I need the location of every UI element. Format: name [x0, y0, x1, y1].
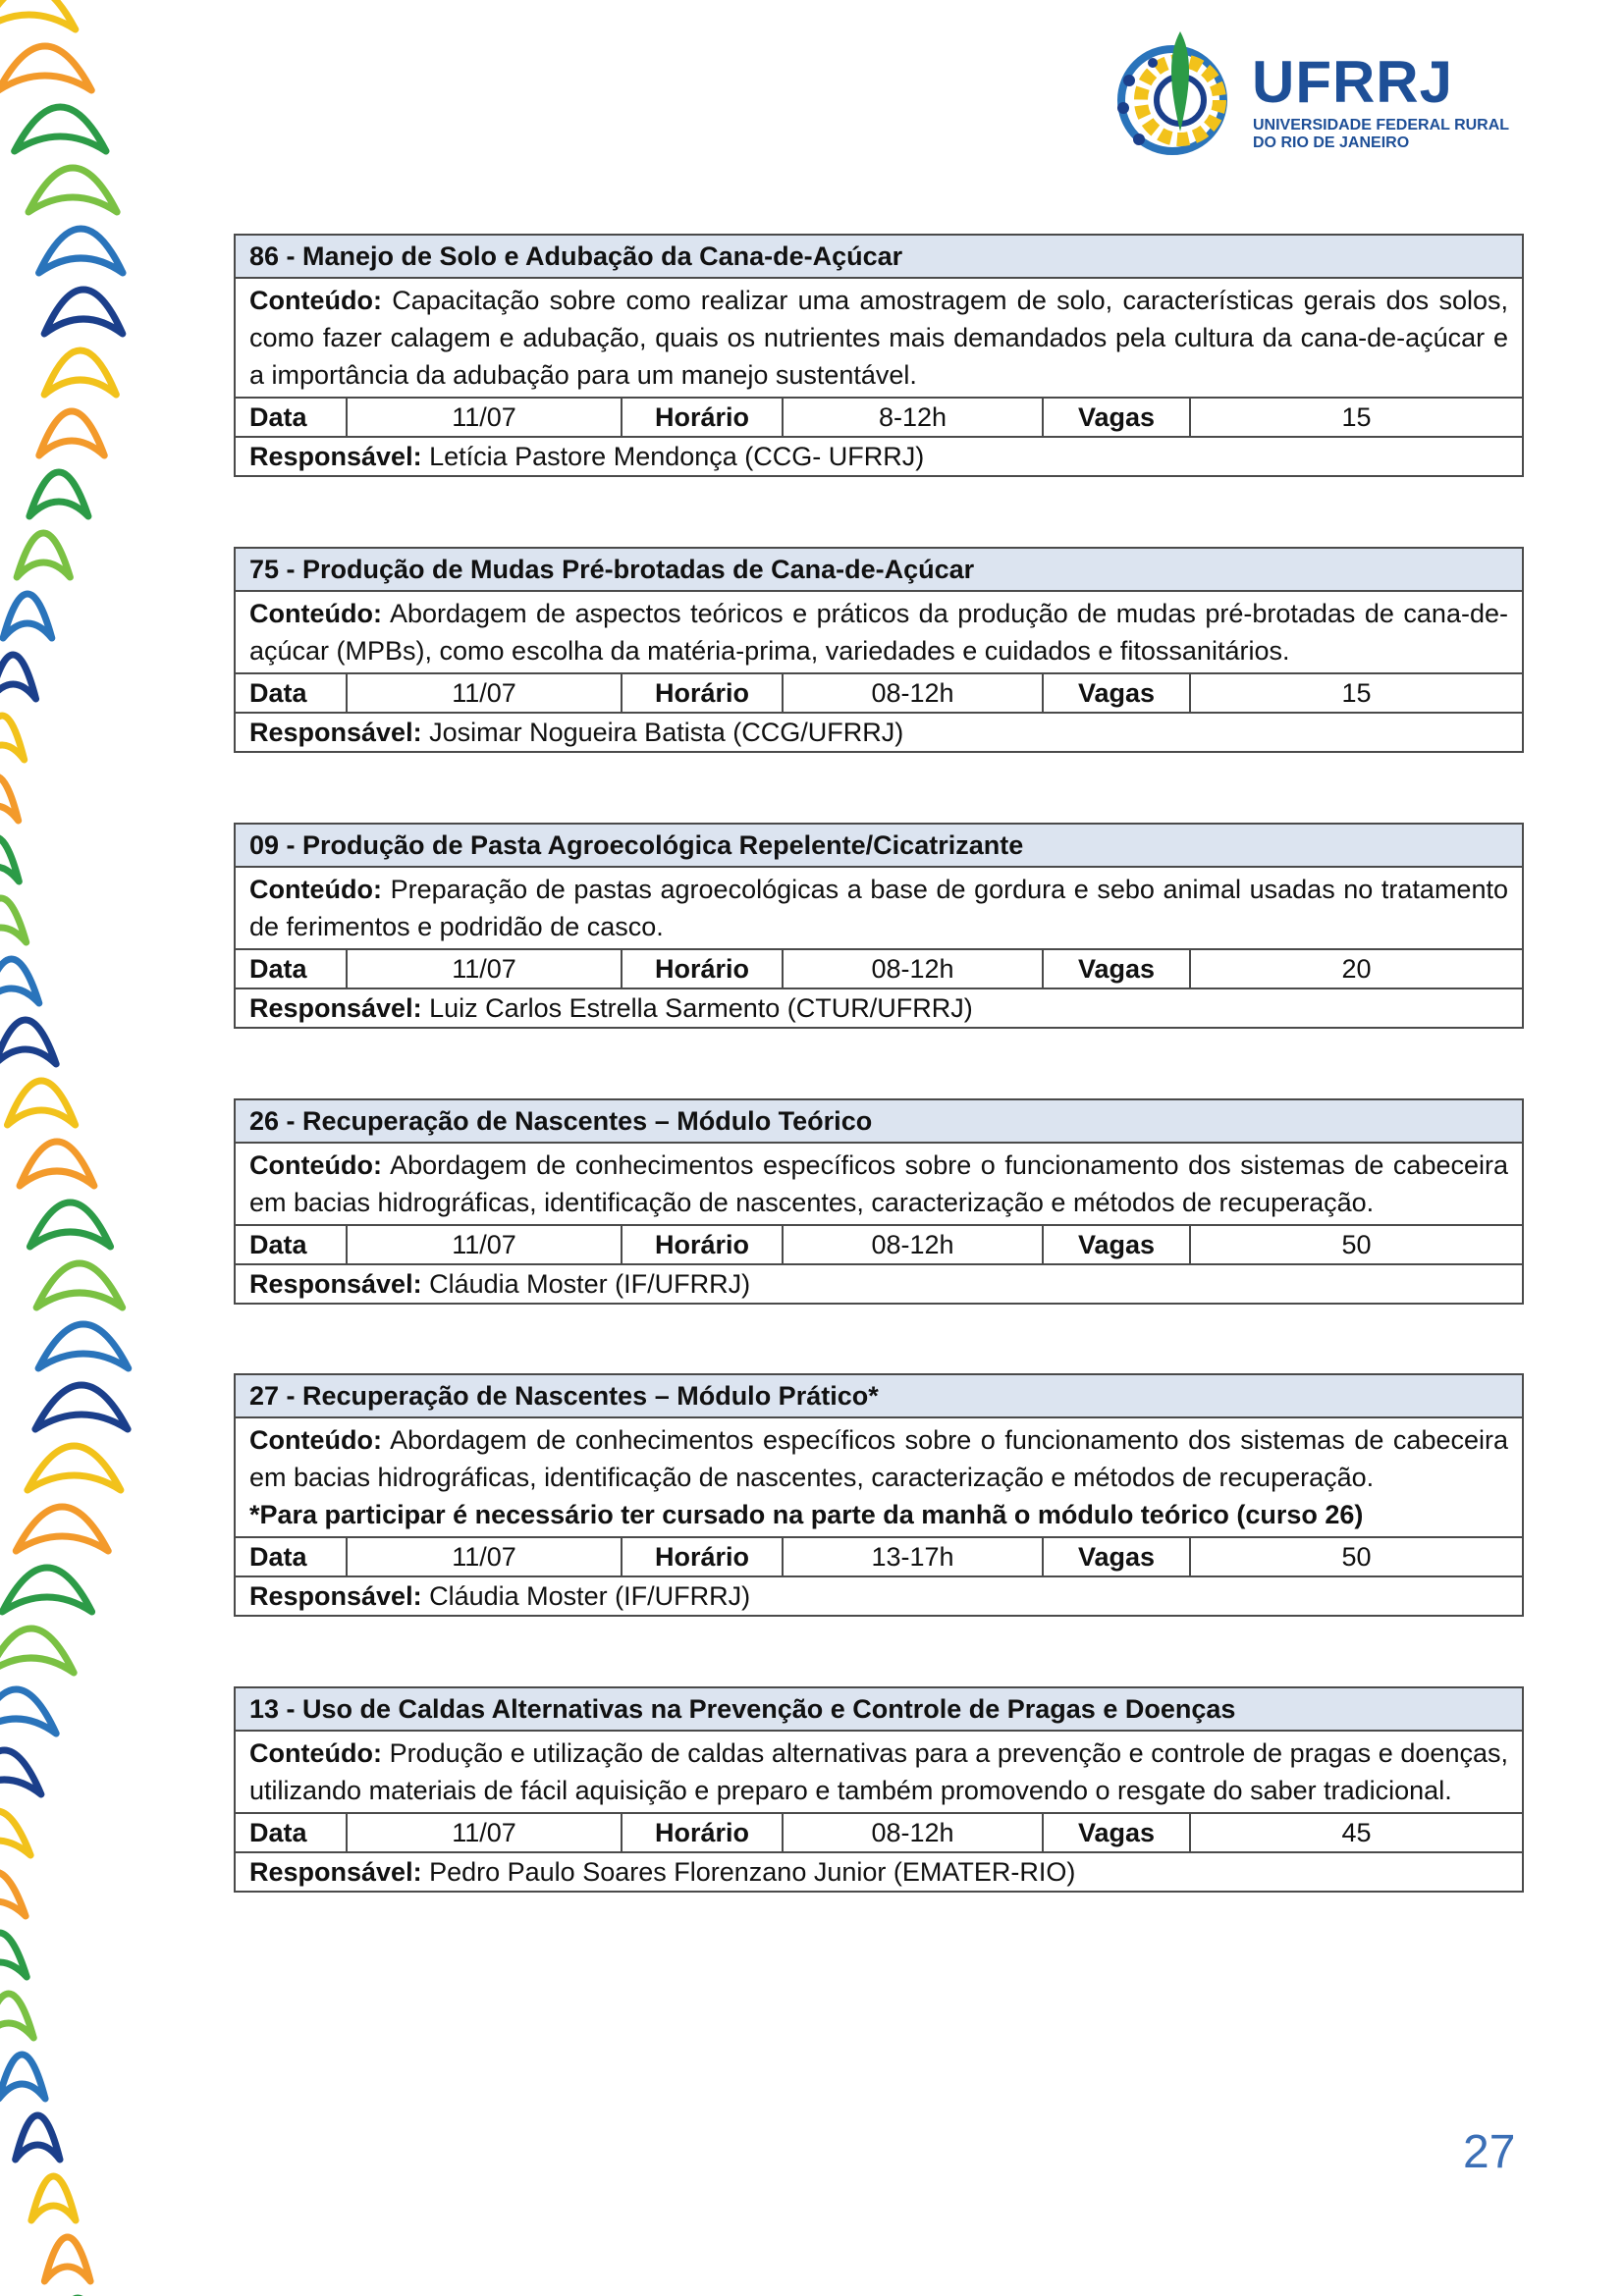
time-label: Horário — [621, 950, 782, 988]
course-content — [236, 590, 1522, 672]
seats-value: 45 — [1189, 1814, 1522, 1851]
leaf-ornament — [0, 959, 39, 1003]
leaf-ornament — [16, 2115, 60, 2160]
course-content — [236, 1142, 1522, 1224]
time-value: 13-17h — [782, 1538, 1042, 1575]
leaf-ornament — [0, 898, 27, 942]
seats-label: Vagas — [1042, 1814, 1189, 1851]
time-value: 08-12h — [782, 674, 1042, 712]
date-label: Data — [249, 1542, 307, 1572]
leaf-ornament — [36, 1263, 122, 1308]
course-responsible — [236, 436, 1522, 475]
course-card — [234, 1098, 1524, 1305]
leaf-ornament — [0, 837, 19, 881]
logo-subtitle-line2: DO RIO DE JANEIRO — [1253, 134, 1410, 151]
date-label: Data — [249, 1230, 307, 1259]
logo-subtitle-line1: UNIVERSIDADE FEDERAL RURAL — [1253, 117, 1510, 133]
logo-name: UFRRJ — [1252, 49, 1454, 115]
leaf-ornament — [27, 1446, 121, 1490]
course-info-row — [236, 1224, 1522, 1263]
leaf-ornament — [0, 1933, 27, 1977]
leaf-ornament — [17, 533, 70, 577]
leaf-ornament — [0, 1994, 33, 2038]
page-number: 27 — [1463, 2126, 1516, 2178]
responsible-label: Responsável: — [249, 1581, 422, 1611]
leaf-ornament — [39, 229, 123, 273]
leaf-ornament — [0, 0, 76, 29]
leaf-ornament — [0, 2055, 45, 2099]
seats-label: Vagas — [1042, 1226, 1189, 1263]
leaf-ornament — [0, 1689, 56, 1734]
date-value: 11/07 — [346, 674, 621, 712]
course-content — [236, 1730, 1522, 1812]
content-text: Capacitação sobre como realizar uma amostragem de solo, características gerais dos solos, como fazer calagem e adubação, quais os nutrientes mais demandados pela cultura da cana-de-açúcar e a importância da adubação para um manejo sustentável. — [249, 286, 1508, 390]
content-label: Conteúdo: — [249, 599, 382, 628]
leaf-ornament — [0, 1811, 30, 1855]
time-label: Horário — [621, 1226, 782, 1263]
time-label: Horário — [621, 1538, 782, 1575]
course-responsible — [236, 1851, 1522, 1891]
course-info-row — [236, 1812, 1522, 1851]
leaf-ornament — [31, 2176, 76, 2220]
course-card — [234, 234, 1524, 477]
course-info-row — [236, 948, 1522, 988]
seats-label: Vagas — [1042, 674, 1189, 712]
leaf-ornament — [39, 411, 104, 455]
seats-value: 15 — [1189, 399, 1522, 436]
content-text: Abordagem de conhecimentos específicos sobre o funcionamento dos sistemas de cabeceira em bacias hidrográficas, identificação de nascentes, caracterização e métodos de recuperação. — [249, 1150, 1508, 1217]
leaf-ornament — [0, 1750, 41, 1794]
course-responsible — [236, 1263, 1522, 1303]
course-responsible — [236, 1575, 1522, 1615]
time-value: 08-12h — [782, 950, 1042, 988]
responsible-label: Responsável: — [249, 1857, 422, 1887]
course-title: 27 - Recuperação de Nascentes – Módulo Prático* — [236, 1375, 1522, 1416]
leaf-ornament — [44, 290, 123, 334]
leaf-ornament — [0, 46, 91, 90]
responsible-name: Cláudia Moster (IF/UFRRJ) — [429, 1581, 751, 1611]
date-label: Data — [249, 954, 307, 984]
leaf-ornament — [35, 1385, 128, 1429]
leaf-ornament — [44, 350, 116, 395]
content-label: Conteúdo: — [249, 1150, 382, 1180]
course-title: 75 - Produção de Mudas Pré-brotadas de Cana-de-Açúcar — [236, 549, 1522, 590]
responsible-label: Responsável: — [249, 442, 422, 471]
leaf-ornament — [28, 168, 117, 212]
responsible-name: Pedro Paulo Soares Florenzano Junior (EMATER-RIO) — [429, 1857, 1076, 1887]
time-value: 8-12h — [782, 399, 1042, 436]
course-title: 13 - Uso de Caldas Alternativas na Prevenção e Controle de Pragas e Doenças — [236, 1688, 1522, 1730]
course-content — [236, 1416, 1522, 1536]
leaf-ornament — [44, 2237, 90, 2281]
content-label: Conteúdo: — [249, 286, 382, 315]
course-responsible — [236, 712, 1522, 751]
responsible-label: Responsável: — [249, 993, 422, 1023]
leaf-ornament — [0, 716, 25, 760]
leaf-ornament — [0, 1020, 56, 1064]
leaf-ornament — [15, 107, 106, 151]
seats-value: 50 — [1189, 1226, 1522, 1263]
date-label: Data — [249, 678, 307, 708]
date-value: 11/07 — [346, 1226, 621, 1263]
course-title: 09 - Produção de Pasta Agroecológica Repelente/Cicatrizante — [236, 825, 1522, 866]
date-value: 11/07 — [346, 399, 621, 436]
time-label: Horário — [621, 674, 782, 712]
course-info-row — [236, 672, 1522, 712]
course-card — [234, 823, 1524, 1029]
decorative-leaf-border — [0, 0, 206, 2296]
course-title: 26 - Recuperação de Nascentes – Módulo Teórico — [236, 1100, 1522, 1142]
leaf-ornament — [0, 655, 36, 699]
content-label: Conteúdo: — [249, 1738, 382, 1768]
ufrrj-emblem-icon — [1110, 24, 1247, 171]
time-value: 08-12h — [782, 1226, 1042, 1263]
seats-label: Vagas — [1042, 950, 1189, 988]
content-text: Abordagem de conhecimentos específicos sobre o funcionamento dos sistemas de cabeceira em bacias hidrográficas, identificação de nascentes, caracterização e métodos de recuperação. — [249, 1425, 1508, 1492]
seats-value: 15 — [1189, 674, 1522, 712]
ufrrj-logo — [1110, 24, 1522, 171]
responsible-name: Luiz Carlos Estrella Sarmento (CTUR/UFRRJ) — [429, 993, 973, 1023]
leaf-ornament — [8, 1081, 76, 1125]
responsible-name: Letícia Pastore Mendonça (CCG- UFRRJ) — [429, 442, 925, 471]
leaf-ornament — [0, 1629, 74, 1673]
seats-label: Vagas — [1042, 1538, 1189, 1575]
leaf-ornament — [29, 1202, 110, 1247]
prerequisite-note: *Para participar é necessário ter cursado na parte da manhã o módulo teórico (curso 26) — [249, 1500, 1364, 1529]
course-title: 86 - Manejo de Solo e Adubação da Cana-de-Açúcar — [236, 236, 1522, 277]
leaf-ornament — [29, 472, 88, 516]
leaf-ornament — [38, 1324, 129, 1368]
time-label: Horário — [621, 1814, 782, 1851]
leaf-ornament — [3, 594, 52, 638]
responsible-name: Josimar Nogueira Batista (CCG/UFRRJ) — [429, 718, 904, 747]
content-text: Preparação de pastas agroecológicas a base de gordura e sebo animal usadas no tratamento de ferimentos e podridão de casco. — [249, 875, 1508, 941]
seats-value: 20 — [1189, 950, 1522, 988]
course-card — [234, 1373, 1524, 1617]
date-label: Data — [249, 1818, 307, 1847]
leaf-ornament — [16, 1507, 108, 1551]
course-card — [234, 547, 1524, 753]
date-value: 11/07 — [346, 950, 621, 988]
course-card — [234, 1686, 1524, 1893]
time-label: Horário — [621, 399, 782, 436]
date-value: 11/07 — [346, 1814, 621, 1851]
content-label: Conteúdo: — [249, 875, 382, 904]
responsible-label: Responsável: — [249, 1269, 422, 1299]
content-text: Produção e utilização de caldas alternativas para a prevenção e controle de pragas e doenças, utilizando materiais de fácil aquisição e preparo e também promovendo o resgate do saber tradicional. — [249, 1738, 1508, 1805]
seats-value: 50 — [1189, 1538, 1522, 1575]
leaf-ornament — [20, 1142, 94, 1186]
leaf-ornament — [0, 1872, 26, 1916]
course-content — [236, 277, 1522, 397]
date-value: 11/07 — [346, 1538, 621, 1575]
content-label: Conteúdo: — [249, 1425, 382, 1455]
leaf-ornament — [0, 776, 19, 821]
course-info-row — [236, 397, 1522, 436]
content-text: Abordagem de aspectos teóricos e práticos da produção de mudas pré-brotadas de cana-de-açúcar (MPBs), como escolha da matéria-prima, variedades e cuidados e fitossanitários. — [249, 599, 1508, 666]
leaf-ornament — [2, 1568, 91, 1612]
time-value: 08-12h — [782, 1814, 1042, 1851]
course-info-row — [236, 1536, 1522, 1575]
course-content — [236, 866, 1522, 948]
seats-label: Vagas — [1042, 399, 1189, 436]
date-label: Data — [249, 402, 307, 432]
course-responsible — [236, 988, 1522, 1027]
responsible-label: Responsável: — [249, 718, 422, 747]
responsible-name: Cláudia Moster (IF/UFRRJ) — [429, 1269, 751, 1299]
